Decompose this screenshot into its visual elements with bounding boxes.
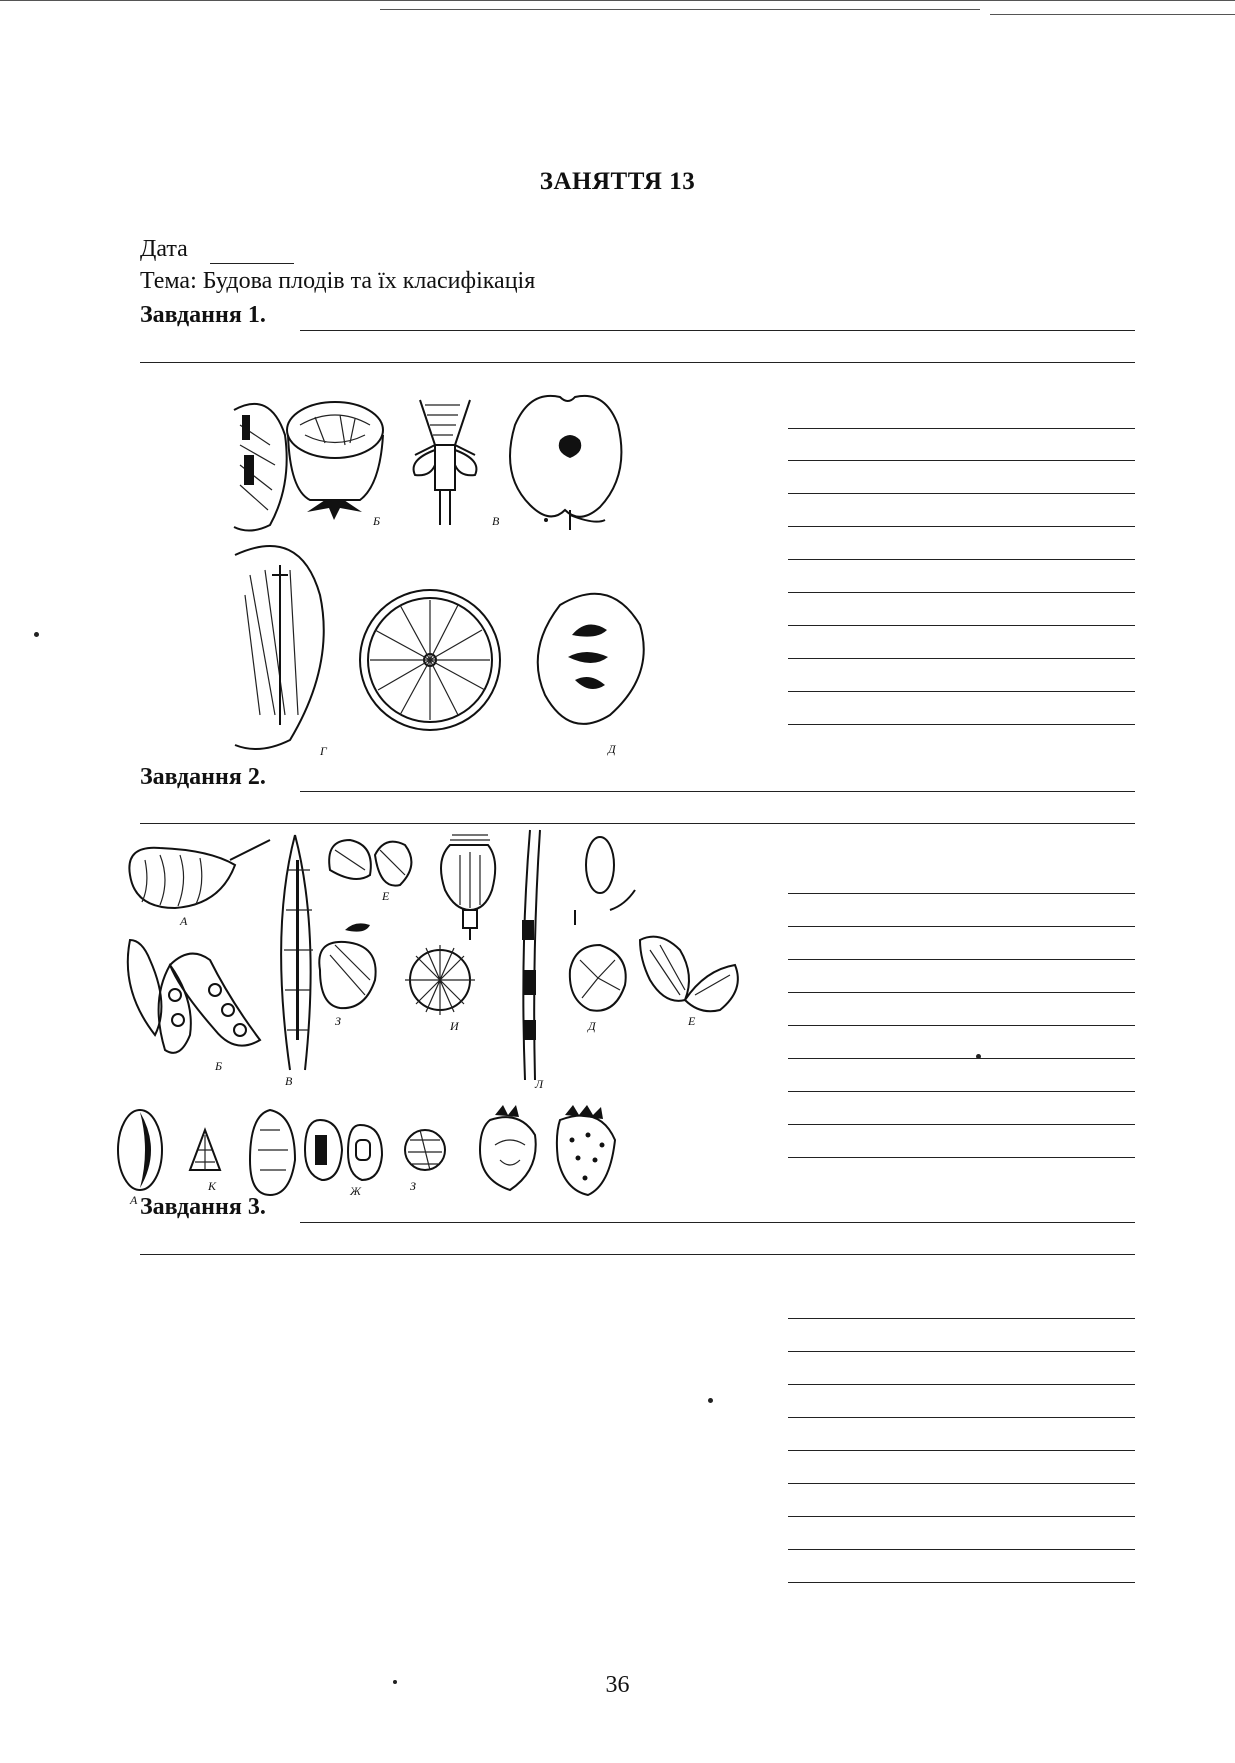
task-3-side-line-9[interactable] — [788, 1582, 1135, 1583]
fruit-samara — [640, 937, 738, 1028]
task-1-side-line-5[interactable] — [788, 559, 1135, 560]
task-3-side-line-6[interactable] — [788, 1483, 1135, 1484]
scan-edge-top-3 — [990, 14, 1235, 15]
task-1-side-line-9[interactable] — [788, 691, 1135, 692]
svg-text:З: З — [410, 1179, 416, 1193]
task-2-side-line-4[interactable] — [788, 992, 1135, 993]
task-3-side-line-8[interactable] — [788, 1549, 1135, 1550]
task-1-side-line-7[interactable] — [788, 625, 1135, 626]
fruit-section-b — [287, 402, 383, 528]
lesson-title: ЗАНЯТТЯ 13 — [539, 168, 696, 195]
fruit-grain-top — [575, 837, 635, 925]
task-3-side-line-2[interactable] — [788, 1351, 1135, 1352]
task-3-answer-line-2[interactable] — [140, 1254, 1135, 1255]
task-2-side-line-9[interactable] — [788, 1157, 1135, 1158]
task-3-side-line-5[interactable] — [788, 1450, 1135, 1451]
apple-section — [510, 396, 621, 530]
task-1-side-line-2[interactable] — [788, 460, 1135, 461]
strawberry-whole — [557, 1105, 615, 1195]
fig-label-d: Д — [608, 742, 616, 756]
melon-cross-section — [538, 594, 644, 756]
citrus-longitudinal-section — [235, 546, 328, 758]
task-2-side-line-5[interactable] — [788, 1025, 1135, 1026]
page-number: 36 — [605, 1672, 630, 1698]
scan-edge-top — [0, 0, 1235, 1]
task-1-side-line-10[interactable] — [788, 724, 1135, 725]
svg-text:А: А — [130, 1193, 138, 1207]
aggregate-z — [405, 1130, 445, 1193]
task-2-side-line-3[interactable] — [788, 959, 1135, 960]
fig-label-g: Г — [320, 744, 327, 758]
task-2-side-line-7[interactable] — [788, 1091, 1135, 1092]
flower-section-v — [414, 400, 500, 528]
task-2-side-line-8[interactable] — [788, 1124, 1135, 1125]
topic-text: Будова плодів та їх класифікація — [202, 268, 536, 294]
task-3-side-line-3[interactable] — [788, 1384, 1135, 1385]
task-1-side-line-1[interactable] — [788, 428, 1135, 429]
task-1-answer-line-2[interactable] — [140, 362, 1135, 363]
scan-speck-lower — [708, 1398, 713, 1403]
task-1-side-line-6[interactable] — [788, 592, 1135, 593]
topic-label: Тема: — [140, 268, 197, 294]
svg-text:К: К — [208, 1179, 216, 1193]
svg-text:А: А — [180, 914, 188, 928]
task-3-answer-line[interactable] — [300, 1222, 1135, 1223]
date-blank-line[interactable] — [210, 263, 294, 264]
grain-caryopsis — [250, 1110, 295, 1195]
fruit-e-halves — [329, 840, 411, 903]
svg-text:Е: Е — [688, 1014, 696, 1028]
seed-zh-pair — [305, 1120, 382, 1198]
task-3-label: Завдання 3. — [140, 1194, 266, 1220]
svg-text:Е: Е — [382, 889, 390, 903]
svg-text:Б: Б — [215, 1059, 223, 1073]
fruit-i-spiky — [405, 945, 475, 1033]
date-label: Дата — [140, 236, 188, 262]
task-3-side-line-1[interactable] — [788, 1318, 1135, 1319]
task-1-label: Завдання 1. — [140, 302, 266, 328]
fruit-zh-capsule — [441, 835, 495, 940]
date-row — [140, 236, 188, 263]
task-1-fruit-figure — [230, 395, 690, 758]
fig-label-b: Б — [373, 514, 381, 528]
task-1-side-line-3[interactable] — [788, 493, 1135, 494]
svg-text:Д: Д — [588, 1019, 596, 1033]
scan-edge-top-2 — [380, 9, 980, 10]
task-2-fruit-figure — [120, 830, 750, 1090]
strawberry-section — [480, 1105, 536, 1190]
task-1-side-line-8[interactable] — [788, 658, 1135, 659]
fig-label-v: В — [492, 514, 500, 528]
task-3-side-line-4[interactable] — [788, 1417, 1135, 1418]
fruit-d-section — [570, 945, 626, 1033]
achene-k — [190, 1130, 220, 1193]
svg-text:Л: Л — [535, 1077, 544, 1091]
svg-text:В: В — [285, 1074, 293, 1088]
fruit-v-long-pod — [281, 835, 313, 1088]
task-1-side-line-4[interactable] — [788, 526, 1135, 527]
fruit-a-pod — [129, 840, 270, 928]
fruit-l-stem — [522, 830, 544, 1091]
svg-text:Ж: Ж — [350, 1184, 361, 1198]
nut-a — [118, 1110, 162, 1207]
task-2-answer-line[interactable] — [300, 791, 1135, 792]
scan-speck-mid — [976, 1054, 981, 1059]
svg-text:И: И — [450, 1019, 459, 1033]
citrus-cross-section — [360, 590, 500, 730]
task-2-label: Завдання 2. — [140, 764, 266, 790]
fruit-b-pea-pods — [128, 940, 260, 1073]
task-2-side-line-6[interactable] — [788, 1058, 1135, 1059]
task-2-answer-line-2[interactable] — [140, 823, 1135, 824]
fruit-z-dehiscent — [319, 923, 375, 1028]
topic-row — [140, 268, 535, 295]
task-2-side-line-2[interactable] — [788, 926, 1135, 927]
fruit-section-a — [234, 404, 287, 531]
svg-text:З: З — [335, 1014, 341, 1028]
scan-speck-left — [34, 632, 39, 637]
task-1-answer-line[interactable] — [300, 330, 1135, 331]
task-3-side-line-7[interactable] — [788, 1516, 1135, 1517]
task-2-side-line-1[interactable] — [788, 893, 1135, 894]
